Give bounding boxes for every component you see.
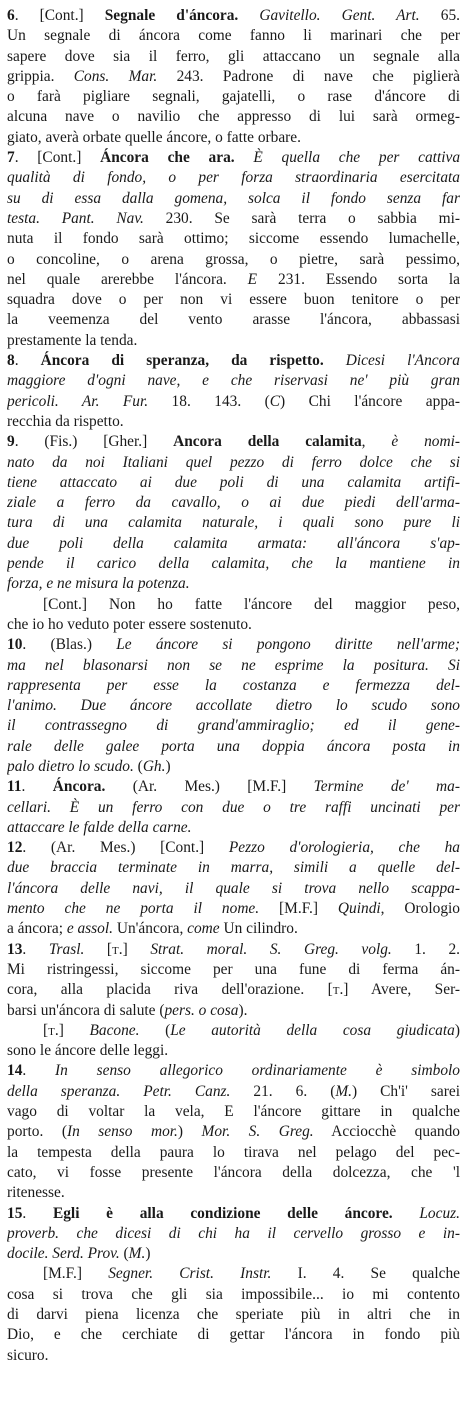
entry-line: 13. Trasl. [t.] Strat. moral. S. Greg. volg. 1. 2.: [7, 940, 460, 958]
entry-line: squadra dove o per non vi essere buon tenitore o per: [7, 291, 460, 309]
entry-8: [7, 351, 460, 432]
entry-line: cato, vi fosse presente l'áncora della dolcezza, che 'l: [7, 1163, 460, 1181]
entry-line: proverb. che dicesi di chi ha il cervello grosso e in-: [7, 1224, 460, 1242]
entry-line: ma nel blasonarsi non se ne esprime la positura. Si: [7, 656, 460, 674]
entry-line: [M.F.] Segner. Crist. Instr. I. 4. Se qualche: [43, 1265, 460, 1283]
entry-line: che io ho veduto poter essere sostenuto.: [7, 615, 252, 633]
entry-line: recchia da rispetto.: [7, 412, 124, 430]
entry-line: tura di una calamita naturale, i quali sono pure li: [7, 514, 460, 532]
entry-line: pende il carico della calamita, che la mantiene in: [7, 555, 460, 573]
entry-line: 11. Áncora. (Ar. Mes.) [M.F.] Termine de' ma-: [7, 778, 460, 796]
entry-line: maggiore d'ogni nave, e che riservasi ne' più gran: [7, 372, 460, 390]
entry-line: l'animo. Due áncore accollate dietro lo scudo sono: [7, 697, 460, 715]
entry-line: cosa si trova che gli sia impossibile... io mi contento: [7, 1285, 460, 1303]
entry-line: nel quale arerebbe l'áncora. E 231. Essendo sorta la: [7, 270, 460, 288]
entry-10: [7, 635, 460, 777]
entry-line: sapere dove sia il ferro, gli attaccano un segnale alla: [7, 47, 460, 65]
entry-line: di darvi piena licenza che speriate più in altri che in: [7, 1306, 460, 1323]
entry-line: sicuro.: [7, 1346, 49, 1364]
entry-line: mento che ne porta il nome. [M.F.] Quindi, Orologio: [7, 900, 460, 918]
entry-11: [7, 777, 460, 838]
entry-line: [t.] Bacone. (Le autorità della cosa giudicata): [43, 1021, 460, 1039]
entry-line: forza, e ne misura la potenza.: [7, 575, 190, 593]
entry-line: nuta il fondo sarà ottimo; siccome essendo lumachelle,: [7, 230, 460, 248]
entry-line: 12. (Ar. Mes.) [Cont.] Pezzo d'orologieria, che ha: [7, 839, 460, 857]
entry-line: il contrassegno di grand'ammiraglio; ed il gene-: [7, 717, 460, 735]
entry-line: 10. (Blas.) Le áncore si pongono diritte nell'arme;: [7, 636, 460, 654]
entry-line: 7. [Cont.] Áncora che ara. È quella che per cattiva: [7, 149, 460, 167]
entry-line: palo dietro lo scudo. (Gh.): [7, 757, 171, 775]
entry-line: 6. [Cont.] Segnale d'áncora. Gavitello. Gent. Art. 65.: [7, 7, 460, 24]
entry-line: la tempesta della paura lo tirava nel pelago del pec-: [7, 1143, 460, 1161]
entry-line: Un segnale di áncora come fanno li marinari che per: [7, 27, 460, 45]
entry-line: cora, alla placida riva dell'orazione. [t.] Avere, Ser-: [7, 981, 460, 999]
entry-line: alcuna nave o navilio che appresso di lui sarà ormeg-: [7, 108, 460, 126]
entry-line: o farà pigliare segnali, gajatelli, o rase d'áncore di: [7, 88, 460, 106]
entry-line: due poli della calamita armata: all'áncora s'ap-: [7, 534, 460, 552]
entry-line: tiene attaccato ai due poli di una calamita artifi-: [7, 473, 460, 491]
entry-line: cellari. È un ferro con due o tre raffi uncinati per: [7, 798, 460, 816]
entry-line: nato da noi Italiani quel pezzo di ferro dolce che si: [7, 453, 460, 471]
entry-line: della speranza. Petr. Canz. 21. 6. (M.) Ch'i' sarei: [7, 1082, 460, 1100]
entry-line: ritenesse.: [7, 1184, 65, 1202]
entry-line: o concoline, o arena grossa, o pietre, sarà pessimo,: [7, 250, 460, 268]
entry-line: porto. (In senso mor.) Mor. S. Greg. Acciocchè quando: [7, 1123, 460, 1141]
entry-9: [7, 432, 460, 635]
entry-14: [7, 1061, 460, 1203]
entry-line: vago di voltar la vela, E l'áncore gittare in qualche: [7, 1103, 460, 1121]
entry-15: [7, 1204, 460, 1366]
entry-line: 14. In senso allegorico ordinariamente è simbolo: [7, 1062, 460, 1080]
entry-line: testa. Pant. Nav. 230. Se sarà terra o sabbia mi-: [7, 209, 460, 227]
entry-line: l'áncora delle navi, il quale si trova nello scappa-: [7, 879, 460, 897]
entry-line: Mi ristringessi, siccome per una fune di ferma án-: [7, 960, 460, 978]
entry-line: qualità di fondo, o per forza straordinaria esercitata: [7, 169, 460, 187]
entry-line: [Cont.] Non ho fatte l'áncore del maggior peso,: [43, 595, 460, 613]
entry-line: sono le áncore delle leggi.: [7, 1042, 169, 1060]
entry-line: prestamente la tenda.: [7, 331, 138, 349]
entry-6: [7, 6, 460, 148]
entry-line: rale delle galee porta una doppia áncora posta in: [7, 737, 460, 755]
entry-line: giato, averà orbate quelle áncore, o fatte orbare.: [7, 128, 301, 146]
entry-13: [7, 940, 460, 1062]
entry-12: [7, 838, 460, 939]
entry-line: barsi un'áncora di salute (pers. o cosa).: [7, 1001, 248, 1019]
entry-line: la veemenza del vento arasse l'áncora, abbassasi: [7, 311, 460, 329]
entry-line: grippia. Cons. Mar. 243. Padrone di nave che piglierà: [7, 67, 460, 85]
entry-line: 8. Áncora di speranza, da rispetto. Dicesi l'Ancora: [7, 352, 460, 370]
entry-line: docile. Serd. Prov. (M.): [7, 1245, 151, 1263]
entry-line: 9. (Fis.) [Gher.] Ancora della calamita, è nomi-: [7, 433, 460, 451]
entry-line: pericoli. Ar. Fur. 18. 143. (C) Chi l'áncore appa-: [7, 392, 460, 410]
entry-line: Dio, e che cerchiate di gettar l'áncora in fondo più: [7, 1326, 460, 1344]
entry-7: [7, 148, 460, 351]
entry-line: su di essa dalla gomena, solca il fondo senza far: [7, 189, 460, 207]
entry-line: due braccia terminate in marra, simili a quelle del-: [7, 859, 460, 877]
entry-line: attaccare le falde della carne.: [7, 818, 192, 836]
entry-line: 15. Egli è alla condizione delle áncore. Locuz.: [7, 1204, 460, 1222]
entry-line: ziale a ferro da cavallo, o ai due piedi dell'arma-: [7, 494, 460, 512]
entry-line: a áncora; e assol. Un'áncora, come Un cilindro.: [7, 920, 298, 938]
entry-line: rappresenta per esse la costanza e fermezza del-: [7, 676, 460, 694]
